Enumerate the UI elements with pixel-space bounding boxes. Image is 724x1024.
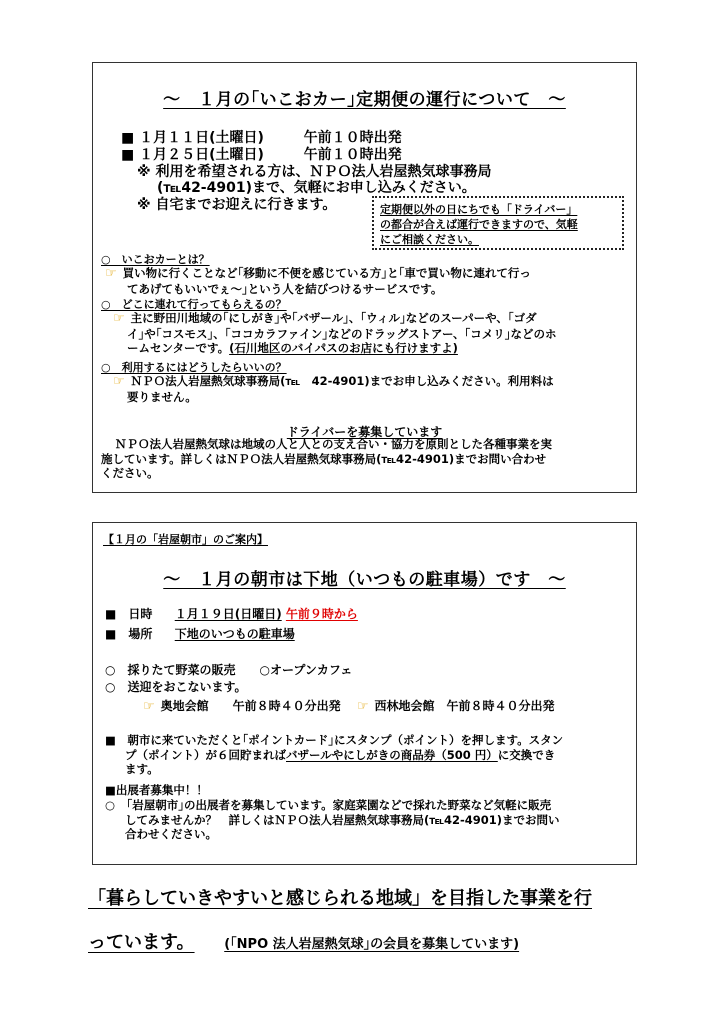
a2-text: ☞ 主に野田川地域の｢にしがき｣や｢バザール｣、｢ウィル｣などのスーパーや、｢ゴダ イ｣や｢コスモス｣、｢ココカラファイン｣などのドラッグストアー、｢コメリ｣などのホ ームセンターです。(石川地区のバイパスのお店にも行けますよ) [113,311,557,355]
asaichi-section [92,522,637,865]
schedule-row-1: ■ １月１１日(土曜日) 午前１０時出発 [121,130,402,146]
footer-line-2: っています。 (｢NPO 法人岩屋熱気球｣の会員を募集しています) [88,932,520,953]
pointing-hand-icon: ☞ [113,374,125,389]
pickup-row: ☞ 奥地会館 午前８時４０分出発 ☞ 西林地会館 午前８時４０分出発 [143,699,555,714]
member-recruit-note: (｢NPO 法人岩屋熱気球｣の会員を募集しています) [224,937,520,952]
section1-title: ～ １月の｢いこおカー｣定期便の運行について ～ [163,90,566,110]
item-pickup: ○ 送迎をおこないます。 [105,680,247,694]
driver-heading: ドライバーを募集しています [286,425,443,439]
date-row: ■ 日時 １月１９日(日曜日) 午前９時から [105,607,358,621]
place-row: ■ 場所 下地のいつもの駐車場 [105,627,295,641]
ikoo-car-section [92,62,637,493]
callout-box: 定期便以外の日にちでも「ドライバー」 の都合が合えば運行できますので、気軽 にご相談ください。 [372,196,624,250]
q2-heading: ○ どこに連れて行ってもらえるの？ [101,298,287,311]
exhibitor-text: ○ ｢岩屋朝市｣の出展者を募集しています。家庭菜園などで採れた野菜など気軽に販売 してみませんか？ 詳しくはＮＰＯ法人岩屋熱気球事務局(℡42-4901)までお問い 合わせください。 [105,798,560,841]
a3-text: ☞ ＮＰＯ法人岩屋熱気球事務局(℡ 42-4901)までお申し込みください。利用料は 要りません。 [113,374,554,404]
q3-heading: ○ 利用するにはどうしたらいいの？ [101,361,287,374]
pointing-hand-icon: ☞ [113,311,125,326]
bypass-note: (石川地区のバイパスのお店にも行けますよ) [229,341,458,355]
point-card-text: ■ 朝市に来ていただくと｢ポイントカード｣にスタンプ（ポイント）を押します。スタン プ（ポイント）が６回貯まればバザールやにしがきの商品券（500 円）に交換でき ます。 [105,733,564,776]
footer-line-1: 「暮らしていきやすいと感じられる地域」を目指した事業を行 [88,888,592,909]
pointing-hand-icon: ☞ [105,266,117,281]
pointing-hand-icon: ☞ [143,699,155,714]
note-apply-contact: (℡42-4901)まで、気軽にお申し込みください。 [157,180,476,196]
asaichi-label: 【１月の「岩屋朝市」のご案内】 [103,533,268,546]
note-pickup: ※ 自宅までお迎えに行きます。 [137,197,337,213]
section2-title: ～ １月の朝市は下地（いつもの駐車場）です ～ [163,570,566,590]
a1-text: ☞ 買い物に行くことなど｢移動に不便を感じている方｣と｢車で買い物に連れて行っ てあげてもいいでぇ～｣という人を結びつけるサービスです。 [105,266,531,296]
date-time: 午前９時から [285,607,358,621]
driver-text: ＮＰＯ法人岩屋熱気球は地域の人と人との支え合い・協力を原則とした各種事業を実 施しています。詳しくはＮＰＯ法人岩屋熱気球事務局(℡42-4901)までお問い合わせ ください。 [101,437,552,480]
voucher-note: バザールやにしがきの商品券（500 円） [286,747,498,762]
item-sales-cafe: ○ 採りたて野菜の販売 ○オープンカフェ [105,663,353,677]
pointing-hand-icon: ☞ [356,699,369,714]
q1-heading: ○ いこおカーとは？ [101,253,210,266]
exhibitor-heading: ■出展者募集中！！ [105,783,208,797]
note-apply: ※ 利用を希望される方は、ＮＰＯ法人岩屋熱気球事務局 [137,164,492,180]
schedule-row-2: ■ １月２５日(土曜日) 午前１０時出発 [121,147,402,163]
